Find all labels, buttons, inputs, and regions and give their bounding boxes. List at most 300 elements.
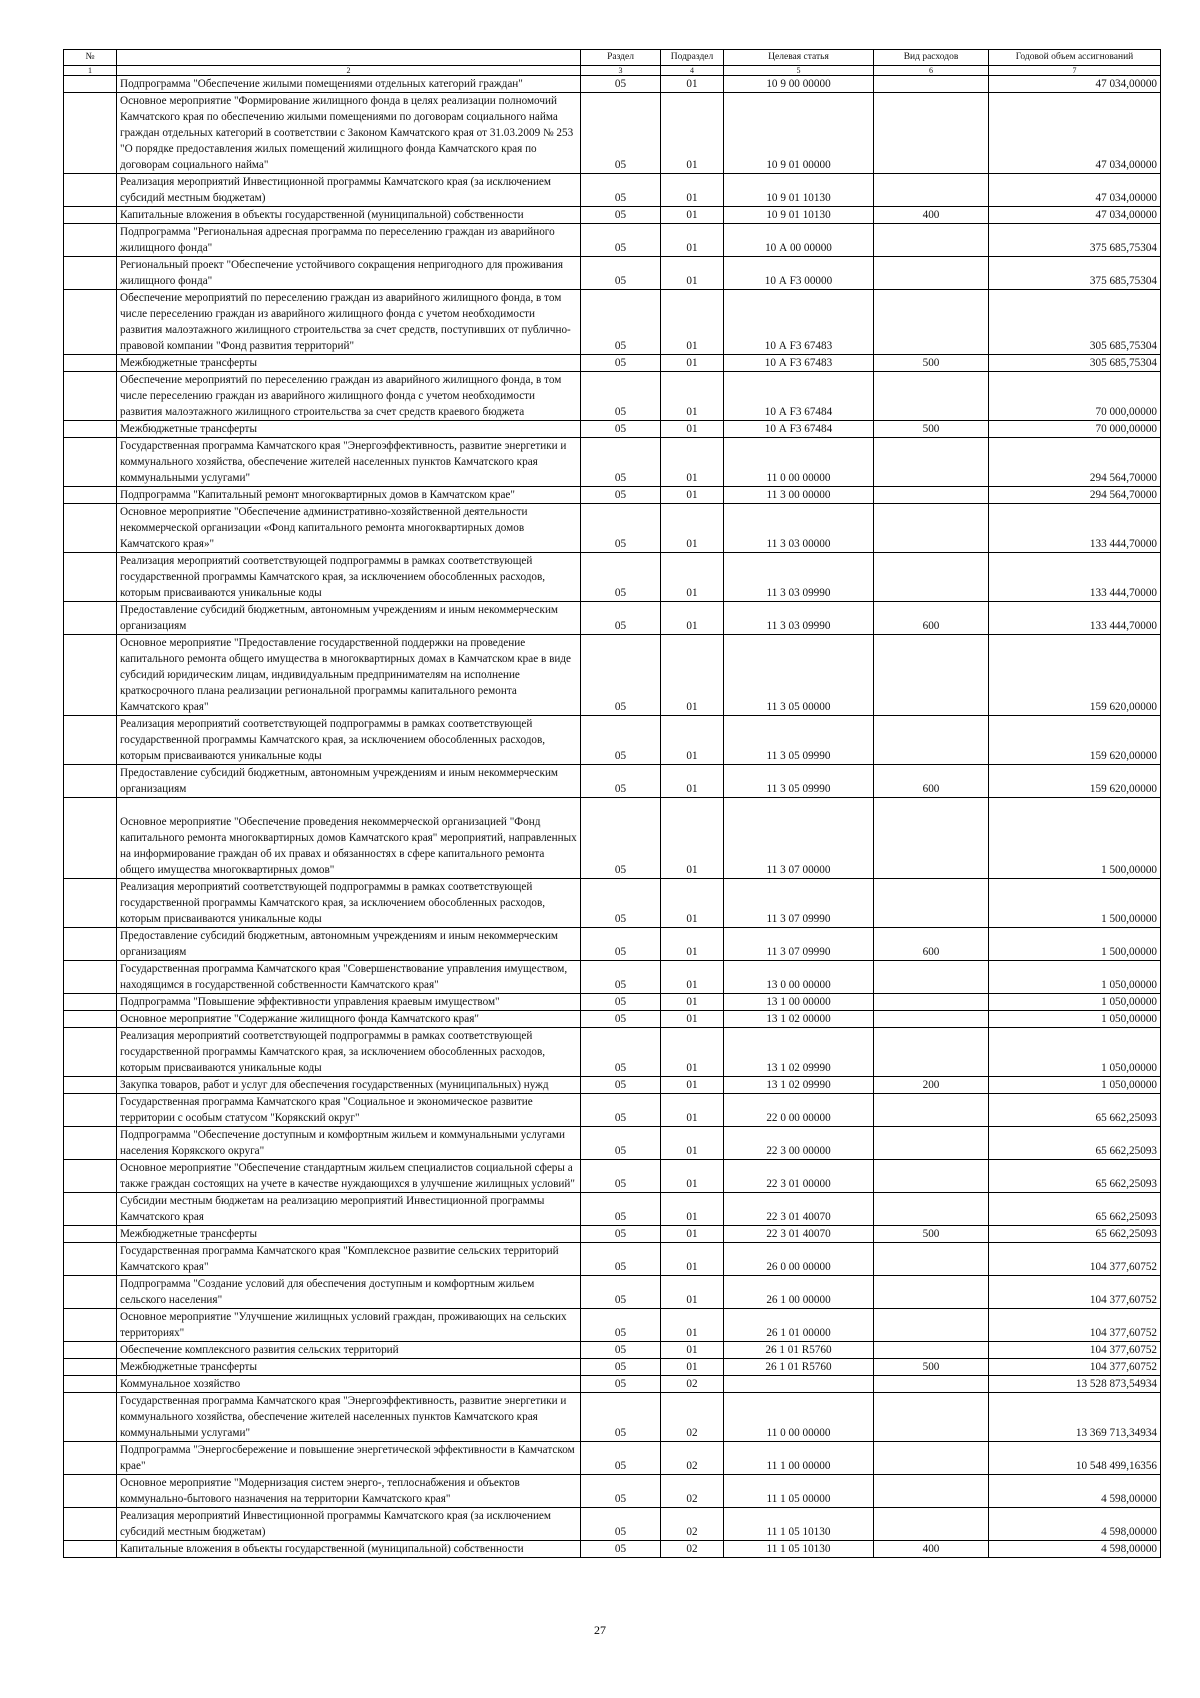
budget-table — [63, 49, 1161, 1558]
row-section: 05 — [581, 961, 661, 994]
row-subsection: 01 — [661, 1193, 724, 1226]
row-number — [64, 290, 117, 355]
row-description: Капитальные вложения в объекты государственной (муниципальной) собственности — [117, 1541, 581, 1558]
table-row — [64, 1094, 1161, 1127]
row-section: 05 — [581, 1541, 661, 1558]
table-row — [64, 1342, 1161, 1359]
row-target-code: 22 3 01 40070 — [724, 1226, 874, 1243]
row-target-code: 26 1 01 00000 — [724, 1309, 874, 1342]
row-subsection: 01 — [661, 961, 724, 994]
row-section: 05 — [581, 290, 661, 355]
row-description: Предоставление субсидий бюджетным, автономным учреждениям и иным некоммерческим организациям — [117, 765, 581, 798]
row-number — [64, 355, 117, 372]
row-number — [64, 798, 117, 879]
table-row — [64, 961, 1161, 994]
table-row — [64, 504, 1161, 553]
table-row — [64, 1011, 1161, 1028]
row-target-code: 11 1 05 00000 — [724, 1475, 874, 1508]
row-expense-type: 200 — [874, 1077, 989, 1094]
row-expense-type — [874, 1508, 989, 1541]
row-expense-type — [874, 438, 989, 487]
row-subsection: 01 — [661, 635, 724, 716]
row-section: 05 — [581, 994, 661, 1011]
row-expense-type: 600 — [874, 602, 989, 635]
row-number — [64, 421, 117, 438]
row-subsection: 01 — [661, 93, 724, 174]
row-number — [64, 1393, 117, 1442]
row-number — [64, 1094, 117, 1127]
table-row — [64, 355, 1161, 372]
row-section: 05 — [581, 602, 661, 635]
row-subsection: 01 — [661, 504, 724, 553]
row-description: Реализация мероприятий соответствующей подпрограммы в рамках соответствующей государственной программы Камчатского края, за исключением обособленных расходов, которым присваиваются уникальные коды — [117, 879, 581, 928]
row-amount: 70 000,00000 — [989, 421, 1161, 438]
row-description: Государственная программа Камчатского края "Энергоэффективность, развитие энергетики и коммунального хозяйства, обеспечение жителей населенных пунктов Камчатского края коммунальными услугами" — [117, 1393, 581, 1442]
row-section: 05 — [581, 1376, 661, 1393]
table-row — [64, 207, 1161, 224]
table-row — [64, 487, 1161, 504]
row-description: Предоставление субсидий бюджетным, автономным учреждениям и иным некоммерческим организациям — [117, 928, 581, 961]
page-number: 27 — [594, 1623, 606, 1637]
row-target-code: 10 А F3 67484 — [724, 372, 874, 421]
row-expense-type — [874, 553, 989, 602]
row-target-code: 10 9 01 00000 — [724, 93, 874, 174]
row-section: 05 — [581, 207, 661, 224]
row-target-code: 13 1 02 09990 — [724, 1028, 874, 1077]
row-description: Реализация мероприятий соответствующей подпрограммы в рамках соответствующей государственной программы Камчатского края, за исключением обособленных расходов, которым присваиваются уникальные коды — [117, 716, 581, 765]
row-expense-type — [874, 1028, 989, 1077]
table-row — [64, 716, 1161, 765]
row-section: 05 — [581, 1094, 661, 1127]
row-section: 05 — [581, 224, 661, 257]
row-section: 05 — [581, 1226, 661, 1243]
table-row — [64, 1393, 1161, 1442]
row-target-code: 10 9 00 00000 — [724, 76, 874, 93]
row-expense-type — [874, 635, 989, 716]
row-expense-type — [874, 879, 989, 928]
row-subsection: 01 — [661, 1127, 724, 1160]
row-target-code: 11 1 05 10130 — [724, 1508, 874, 1541]
row-target-code: 11 3 07 09990 — [724, 879, 874, 928]
row-description: Капитальные вложения в объекты государственной (муниципальной) собственности — [117, 207, 581, 224]
row-amount: 159 620,00000 — [989, 635, 1161, 716]
row-section: 05 — [581, 1393, 661, 1442]
row-description: Основное мероприятие "Обеспечение административно-хозяйственной деятельности некоммерческой организации «Фонд капитального ремонта многоквартирных домов Камчатского края»" — [117, 504, 581, 553]
row-amount: 13 369 713,34934 — [989, 1393, 1161, 1442]
row-expense-type — [874, 1393, 989, 1442]
row-number — [64, 1127, 117, 1160]
row-expense-type — [874, 487, 989, 504]
row-target-code: 11 0 00 00000 — [724, 438, 874, 487]
row-section: 05 — [581, 355, 661, 372]
table-row — [64, 765, 1161, 798]
row-number — [64, 174, 117, 207]
row-subsection: 02 — [661, 1541, 724, 1558]
row-expense-type — [874, 1309, 989, 1342]
row-section: 05 — [581, 1011, 661, 1028]
row-description: Основное мероприятие "Содержание жилищного фонда Камчатского края" — [117, 1011, 581, 1028]
row-expense-type — [874, 224, 989, 257]
row-subsection: 01 — [661, 1342, 724, 1359]
table-row — [64, 257, 1161, 290]
row-subsection: 02 — [661, 1376, 724, 1393]
row-section: 05 — [581, 1475, 661, 1508]
row-number — [64, 372, 117, 421]
row-expense-type: 500 — [874, 1226, 989, 1243]
table-row — [64, 1376, 1161, 1393]
row-target-code: 13 1 02 00000 — [724, 1011, 874, 1028]
row-section: 05 — [581, 1359, 661, 1376]
row-description: Обеспечение мероприятий по переселению граждан из аварийного жилищного фонда, в том числе переселению граждан из аварийного жилищного фонда с учетом необходимости развития малоэтажного жилищного строительства за счет средств, поступивших от публично-правовой компании "Фонд развития территорий" — [117, 290, 581, 355]
row-description: Основное мероприятие "Предоставление государственной поддержки на проведение капитального ремонта общего имущества в многоквартирных домах в Камчатском крае в виде субсидий юридическим лицам, индивидуальным предпринимателям на исполнение краткосрочного плана реализации региональной программы капитального ремонта Камчатского края" — [117, 635, 581, 716]
row-amount: 375 685,75304 — [989, 257, 1161, 290]
row-amount: 133 444,70000 — [989, 602, 1161, 635]
row-description: Государственная программа Камчатского края "Социальное и экономическое развитие территории с особым статусом "Корякский округ" — [117, 1094, 581, 1127]
table-row — [64, 290, 1161, 355]
row-amount: 1 050,00000 — [989, 961, 1161, 994]
row-description: Обеспечение мероприятий по переселению граждан из аварийного жилищного фонда, в том числе переселению граждан из аварийного жилищного фонда с учетом необходимости развития малоэтажного жилищного строительства за счет средств краевого бюджета — [117, 372, 581, 421]
row-subsection: 01 — [661, 1077, 724, 1094]
row-number — [64, 1193, 117, 1226]
row-description: Подпрограмма "Создание условий для обеспечения доступным и комфортным жильем сельского населения" — [117, 1276, 581, 1309]
row-section: 05 — [581, 174, 661, 207]
row-target-code — [724, 1376, 874, 1393]
row-subsection: 01 — [661, 224, 724, 257]
row-number — [64, 224, 117, 257]
row-target-code: 11 3 07 00000 — [724, 798, 874, 879]
row-expense-type: 500 — [874, 355, 989, 372]
col-subsection-header: Подраздел — [661, 50, 724, 66]
row-target-code: 22 0 00 00000 — [724, 1094, 874, 1127]
row-section: 05 — [581, 928, 661, 961]
row-amount: 104 377,60752 — [989, 1342, 1161, 1359]
row-amount: 65 662,25093 — [989, 1094, 1161, 1127]
row-amount: 159 620,00000 — [989, 716, 1161, 765]
row-subsection: 01 — [661, 174, 724, 207]
col-number-header: № — [64, 50, 117, 66]
row-description: Основное мероприятие "Обеспечение проведения некоммерческой организацией "Фонд капитального ремонта многоквартирных домов Камчатского края" мероприятий, направленных на информирование граждан об их правах и обязанностях в сфере капитального ремонта общего имущества многоквартирных домов" — [117, 798, 581, 879]
row-expense-type — [874, 1342, 989, 1359]
row-amount: 133 444,70000 — [989, 504, 1161, 553]
row-section: 05 — [581, 1342, 661, 1359]
row-section: 05 — [581, 257, 661, 290]
row-target-code: 26 1 01 R5760 — [724, 1359, 874, 1376]
row-description: Предоставление субсидий бюджетным, автономным учреждениям и иным некоммерческим организациям — [117, 602, 581, 635]
row-target-code: 22 3 01 00000 — [724, 1160, 874, 1193]
row-subsection: 02 — [661, 1508, 724, 1541]
row-description: Субсидии местным бюджетам на реализацию мероприятий Инвестиционной программы Камчатского края — [117, 1193, 581, 1226]
row-description: Подпрограмма "Обеспечение доступным и комфортным жильем и коммунальными услугами населения Корякского округа" — [117, 1127, 581, 1160]
row-description: Региональный проект "Обеспечение устойчивого сокращения непригодного для проживания жилищного фонда" — [117, 257, 581, 290]
row-description: Реализация мероприятий Инвестиционной программы Камчатского края (за исключением субсидий местным бюджетам) — [117, 174, 581, 207]
row-section: 05 — [581, 93, 661, 174]
row-subsection: 01 — [661, 1160, 724, 1193]
table-row — [64, 1127, 1161, 1160]
colnum-6: 6 — [874, 66, 989, 76]
row-expense-type — [874, 798, 989, 879]
table-row — [64, 1442, 1161, 1475]
row-section: 05 — [581, 765, 661, 798]
row-description: Подпрограмма "Обеспечение жилыми помещениями отдельных категорий граждан" — [117, 76, 581, 93]
row-number — [64, 1541, 117, 1558]
row-expense-type — [874, 1160, 989, 1193]
table-row — [64, 553, 1161, 602]
row-expense-type — [874, 994, 989, 1011]
row-section: 05 — [581, 76, 661, 93]
row-expense-type — [874, 1376, 989, 1393]
row-section: 05 — [581, 438, 661, 487]
row-number — [64, 716, 117, 765]
row-section: 05 — [581, 487, 661, 504]
row-amount: 294 564,70000 — [989, 487, 1161, 504]
table-row — [64, 1359, 1161, 1376]
row-description: Основное мероприятие "Обеспечение стандартным жильем специалистов социальной сферы а также граждан состоящих на учете в качестве нуждающихся в улучшение жилищных условий" — [117, 1160, 581, 1193]
row-number — [64, 879, 117, 928]
row-subsection: 01 — [661, 438, 724, 487]
row-subsection: 01 — [661, 257, 724, 290]
table-row — [64, 928, 1161, 961]
row-section: 05 — [581, 798, 661, 879]
row-subsection: 01 — [661, 1011, 724, 1028]
table-row — [64, 1541, 1161, 1558]
row-amount: 13 528 873,54934 — [989, 1376, 1161, 1393]
row-subsection: 01 — [661, 355, 724, 372]
row-expense-type — [874, 76, 989, 93]
row-amount: 65 662,25093 — [989, 1127, 1161, 1160]
table-row — [64, 224, 1161, 257]
col-target-header: Целевая статья — [724, 50, 874, 66]
row-number — [64, 504, 117, 553]
row-subsection: 01 — [661, 928, 724, 961]
table-row — [64, 372, 1161, 421]
row-target-code: 26 1 01 R5760 — [724, 1342, 874, 1359]
colnum-4: 4 — [661, 66, 724, 76]
row-section: 05 — [581, 635, 661, 716]
row-expense-type — [874, 1193, 989, 1226]
row-description: Государственная программа Камчатского края "Совершенствование управления имуществом, находящимся в государственной собственности Камчатского края" — [117, 961, 581, 994]
row-number — [64, 1359, 117, 1376]
table-row — [64, 174, 1161, 207]
row-amount: 65 662,25093 — [989, 1193, 1161, 1226]
table-row — [64, 602, 1161, 635]
row-subsection: 01 — [661, 1226, 724, 1243]
row-description: Подпрограмма "Энергосбережение и повышение энергетической эффективности в Камчатском крае" — [117, 1442, 581, 1475]
table-row — [64, 93, 1161, 174]
row-target-code: 10 А F3 67483 — [724, 355, 874, 372]
row-subsection: 01 — [661, 207, 724, 224]
row-description: Межбюджетные трансферты — [117, 1359, 581, 1376]
row-subsection: 01 — [661, 1359, 724, 1376]
row-number — [64, 928, 117, 961]
row-number — [64, 1160, 117, 1193]
row-description: Обеспечение комплексного развития сельских территорий — [117, 1342, 581, 1359]
row-amount: 4 598,00000 — [989, 1508, 1161, 1541]
table-row — [64, 879, 1161, 928]
table-row — [64, 1309, 1161, 1342]
row-amount: 1 050,00000 — [989, 1011, 1161, 1028]
row-number — [64, 602, 117, 635]
row-number — [64, 487, 117, 504]
table-row — [64, 421, 1161, 438]
row-description: Реализация мероприятий Инвестиционной программы Камчатского края (за исключением субсидий местным бюджетам) — [117, 1508, 581, 1541]
row-expense-type — [874, 1475, 989, 1508]
row-expense-type — [874, 290, 989, 355]
row-description: Подпрограмма "Региональная адресная программа по переселению граждан из аварийного жилищного фонда" — [117, 224, 581, 257]
row-expense-type: 400 — [874, 207, 989, 224]
row-description: Межбюджетные трансферты — [117, 421, 581, 438]
row-expense-type — [874, 174, 989, 207]
row-expense-type — [874, 1442, 989, 1475]
table-row — [64, 994, 1161, 1011]
row-amount: 104 377,60752 — [989, 1243, 1161, 1276]
row-target-code: 11 3 07 09990 — [724, 928, 874, 961]
row-amount: 133 444,70000 — [989, 553, 1161, 602]
row-amount: 70 000,00000 — [989, 372, 1161, 421]
row-subsection: 01 — [661, 1028, 724, 1077]
row-target-code: 10 9 01 10130 — [724, 174, 874, 207]
row-number — [64, 1028, 117, 1077]
colnum-7: 7 — [989, 66, 1161, 76]
row-number — [64, 765, 117, 798]
colnum-2: 2 — [117, 66, 581, 76]
row-expense-type — [874, 1127, 989, 1160]
row-target-code: 10 А F3 00000 — [724, 257, 874, 290]
row-number — [64, 207, 117, 224]
row-number — [64, 1342, 117, 1359]
row-expense-type — [874, 1243, 989, 1276]
table-row — [64, 1276, 1161, 1309]
row-target-code: 11 3 05 09990 — [724, 716, 874, 765]
row-subsection: 01 — [661, 1094, 724, 1127]
row-amount: 1 050,00000 — [989, 1028, 1161, 1077]
row-amount: 1 050,00000 — [989, 994, 1161, 1011]
row-description: Основное мероприятие "Формирование жилищного фонда в целях реализации полномочий Камчатского края по обеспечению жилыми помещениями по договорам социального найма граждан отдельных категорий в соответствии с Законом Камчатского края от 31.03.2009 № 253 "О порядке предоставления жилых помещений жилищного фонда Камчатского края по договорам социального найма" — [117, 93, 581, 174]
col-description-header — [117, 50, 581, 66]
table-row — [64, 438, 1161, 487]
row-expense-type — [874, 1011, 989, 1028]
row-number — [64, 1442, 117, 1475]
row-expense-type: 500 — [874, 1359, 989, 1376]
row-number — [64, 1276, 117, 1309]
row-subsection: 01 — [661, 421, 724, 438]
row-description: Основное мероприятие "Улучшение жилищных условий граждан, проживающих на сельских территориях" — [117, 1309, 581, 1342]
row-amount: 104 377,60752 — [989, 1309, 1161, 1342]
row-number — [64, 76, 117, 93]
row-number — [64, 1077, 117, 1094]
row-subsection: 01 — [661, 553, 724, 602]
row-target-code: 11 3 05 00000 — [724, 635, 874, 716]
row-description: Подпрограмма "Капитальный ремонт многоквартирных домов в Камчатском крае" — [117, 487, 581, 504]
column-number-row — [64, 66, 1161, 76]
row-amount: 104 377,60752 — [989, 1276, 1161, 1309]
table-row — [64, 1193, 1161, 1226]
row-amount: 1 500,00000 — [989, 928, 1161, 961]
row-description: Межбюджетные трансферты — [117, 1226, 581, 1243]
row-subsection: 01 — [661, 1309, 724, 1342]
row-amount: 4 598,00000 — [989, 1475, 1161, 1508]
row-target-code: 11 3 05 09990 — [724, 765, 874, 798]
row-subsection: 01 — [661, 290, 724, 355]
col-section-header: Раздел — [581, 50, 661, 66]
row-section: 05 — [581, 716, 661, 765]
row-amount: 305 685,75304 — [989, 290, 1161, 355]
table-row — [64, 798, 1161, 879]
table-row — [64, 1028, 1161, 1077]
row-section: 05 — [581, 372, 661, 421]
row-number — [64, 1508, 117, 1541]
row-subsection: 01 — [661, 602, 724, 635]
row-target-code: 13 1 02 09990 — [724, 1077, 874, 1094]
row-section: 05 — [581, 1243, 661, 1276]
row-subsection: 01 — [661, 798, 724, 879]
row-description: Коммунальное хозяйство — [117, 1376, 581, 1393]
row-subsection: 01 — [661, 879, 724, 928]
row-target-code: 11 3 03 00000 — [724, 504, 874, 553]
row-expense-type: 400 — [874, 1541, 989, 1558]
row-amount: 65 662,25093 — [989, 1226, 1161, 1243]
row-number — [64, 1309, 117, 1342]
table-row — [64, 1243, 1161, 1276]
row-number — [64, 994, 117, 1011]
row-target-code: 10 А F3 67483 — [724, 290, 874, 355]
row-subsection: 01 — [661, 372, 724, 421]
row-expense-type — [874, 504, 989, 553]
row-section: 05 — [581, 1508, 661, 1541]
row-number — [64, 1243, 117, 1276]
row-target-code: 26 0 00 00000 — [724, 1243, 874, 1276]
row-section: 05 — [581, 1193, 661, 1226]
row-description: Подпрограмма "Повышение эффективности управления краевым имуществом" — [117, 994, 581, 1011]
col-exptype-header: Вид расходов — [874, 50, 989, 66]
row-section: 05 — [581, 421, 661, 438]
table-row — [64, 1160, 1161, 1193]
row-subsection: 01 — [661, 1243, 724, 1276]
row-amount: 47 034,00000 — [989, 76, 1161, 93]
row-number — [64, 1226, 117, 1243]
table-row — [64, 1077, 1161, 1094]
row-description: Реализация мероприятий соответствующей подпрограммы в рамках соответствующей государственной программы Камчатского края, за исключением обособленных расходов, которым присваиваются уникальные коды — [117, 1028, 581, 1077]
colnum-3: 3 — [581, 66, 661, 76]
row-number — [64, 635, 117, 716]
row-amount: 65 662,25093 — [989, 1160, 1161, 1193]
row-section: 05 — [581, 504, 661, 553]
row-section: 05 — [581, 1309, 661, 1342]
row-target-code: 11 3 03 09990 — [724, 553, 874, 602]
row-expense-type: 600 — [874, 765, 989, 798]
row-subsection: 01 — [661, 716, 724, 765]
row-section: 05 — [581, 1028, 661, 1077]
row-target-code: 11 3 00 00000 — [724, 487, 874, 504]
row-amount: 1 500,00000 — [989, 879, 1161, 928]
row-expense-type — [874, 1276, 989, 1309]
row-section: 05 — [581, 553, 661, 602]
row-number — [64, 553, 117, 602]
row-section: 05 — [581, 1442, 661, 1475]
row-description: Закупка товаров, работ и услуг для обеспечения государственных (муниципальных) нужд — [117, 1077, 581, 1094]
row-target-code: 11 3 03 09990 — [724, 602, 874, 635]
row-description: Государственная программа Камчатского края "Комплексное развитие сельских территорий Камчатского края" — [117, 1243, 581, 1276]
row-number — [64, 1376, 117, 1393]
row-section: 05 — [581, 1276, 661, 1309]
row-number — [64, 257, 117, 290]
row-target-code: 10 А 00 00000 — [724, 224, 874, 257]
row-amount: 305 685,75304 — [989, 355, 1161, 372]
row-subsection: 01 — [661, 76, 724, 93]
row-target-code: 26 1 00 00000 — [724, 1276, 874, 1309]
row-subsection: 02 — [661, 1393, 724, 1442]
row-section: 05 — [581, 879, 661, 928]
row-target-code: 13 1 00 00000 — [724, 994, 874, 1011]
